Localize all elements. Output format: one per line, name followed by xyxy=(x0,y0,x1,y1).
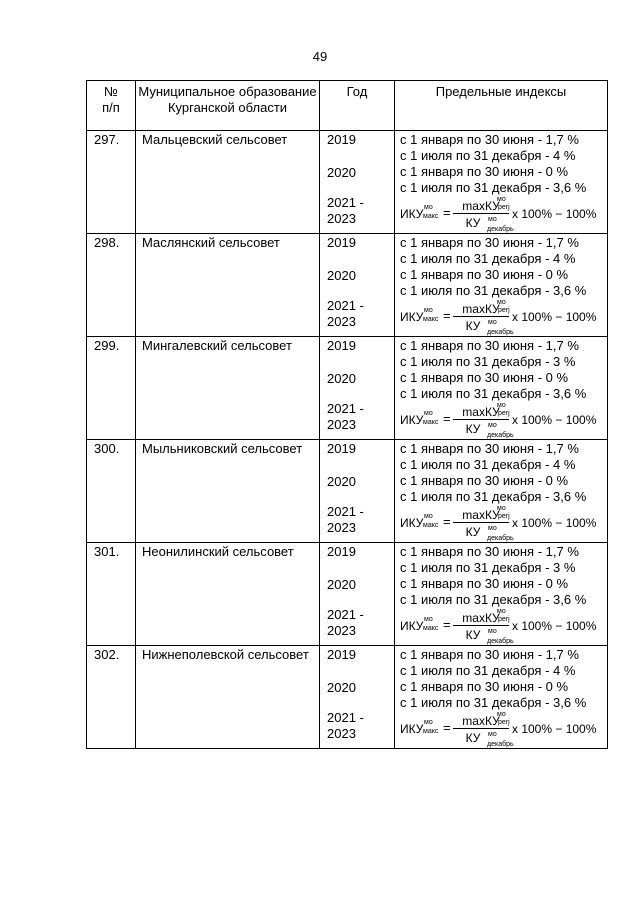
formula-lhs: ИКУ xyxy=(400,413,424,427)
formula-tail: x 100% − 100% xyxy=(512,722,597,736)
formula-num-sub: perj xyxy=(498,719,510,726)
year-2019: 2019 xyxy=(327,647,356,662)
table-row xyxy=(87,646,608,749)
formula-numerator: maxКУ xyxy=(462,611,500,625)
index-line: с 1 июля по 31 декабря - 3,6 % xyxy=(400,489,587,504)
formula-num-sub: perj xyxy=(498,410,510,417)
formula-num-sup: мо xyxy=(497,196,506,203)
year-2019: 2019 xyxy=(327,132,356,147)
index-line: с 1 июля по 31 декабря - 3,6 % xyxy=(400,592,587,607)
index-line: с 1 января по 30 июня - 0 % xyxy=(400,679,569,694)
year-cell xyxy=(320,234,395,337)
formula-tail: x 100% − 100% xyxy=(512,516,597,530)
index-line: с 1 января по 30 июня - 1,7 % xyxy=(400,338,579,353)
year-2020: 2020 xyxy=(327,165,356,180)
year-cell xyxy=(320,543,395,646)
formula-lhs-sup: мо xyxy=(424,307,433,314)
row-number: 298. xyxy=(87,234,136,337)
year-2021: 2021 - xyxy=(327,195,364,210)
formula-lhs-sup: мо xyxy=(424,513,433,520)
formula-lhs-sub: макс xyxy=(423,316,439,323)
fraction-bar xyxy=(453,522,509,523)
index-line: с 1 июля по 31 декабря - 3,6 % xyxy=(400,695,587,710)
year-2023: 2023 xyxy=(327,520,356,535)
formula-lhs-sup: мо xyxy=(424,204,433,211)
formula-tail: x 100% − 100% xyxy=(512,207,597,221)
year-2023: 2023 xyxy=(327,726,356,741)
formula-numerator: maxКУ xyxy=(462,199,500,213)
index-line: с 1 января по 30 июня - 0 % xyxy=(400,164,569,179)
index-formula xyxy=(400,402,605,440)
formula-denominator: КУ xyxy=(465,731,481,745)
formula-tail: x 100% − 100% xyxy=(512,310,597,324)
year-2021: 2021 - xyxy=(327,298,364,313)
formula-num-sub: perj xyxy=(498,204,510,211)
formula-equals: = xyxy=(443,720,451,735)
formula-lhs-sub: макс xyxy=(423,728,439,735)
index-formula xyxy=(400,196,605,234)
year-2021: 2021 - xyxy=(327,710,364,725)
year-2020: 2020 xyxy=(327,577,356,592)
indices-cell xyxy=(395,646,608,749)
formula-den-sub: декабрь xyxy=(487,638,514,645)
index-formula xyxy=(400,608,605,646)
indices-table xyxy=(86,80,608,749)
formula-den-sup: мо xyxy=(488,731,497,738)
formula-num-sup: мо xyxy=(497,711,506,718)
table-row xyxy=(87,234,608,337)
formula-lhs-sup: мо xyxy=(424,410,433,417)
fraction-bar xyxy=(453,419,509,420)
index-line: с 1 января по 30 июня - 1,7 % xyxy=(400,132,579,147)
formula-den-sup: мо xyxy=(488,319,497,326)
year-2023: 2023 xyxy=(327,211,356,226)
year-cell xyxy=(320,646,395,749)
formula-lhs-sub: макс xyxy=(423,625,439,632)
formula-den-sub: декабрь xyxy=(487,329,514,336)
year-2023: 2023 xyxy=(327,417,356,432)
table-row xyxy=(87,131,608,234)
formula-tail: x 100% − 100% xyxy=(512,413,597,427)
index-line: с 1 января по 30 июня - 1,7 % xyxy=(400,647,579,662)
index-line: с 1 января по 30 июня - 0 % xyxy=(400,267,569,282)
formula-den-sup: мо xyxy=(488,628,497,635)
index-formula xyxy=(400,711,605,749)
year-2019: 2019 xyxy=(327,338,356,353)
year-2020: 2020 xyxy=(327,371,356,386)
year-2021: 2021 - xyxy=(327,504,364,519)
header-year: Год xyxy=(320,81,395,131)
formula-lhs-sub: макс xyxy=(423,522,439,529)
row-number: 300. xyxy=(87,440,136,543)
formula-lhs-sup: мо xyxy=(424,616,433,623)
table-row xyxy=(87,337,608,440)
fraction-bar xyxy=(453,316,509,317)
row-number: 301. xyxy=(87,543,136,646)
formula-den-sup: мо xyxy=(488,216,497,223)
index-line: с 1 января по 30 июня - 1,7 % xyxy=(400,441,579,456)
header-municipality: Муниципальное образование Курганской области xyxy=(136,81,320,131)
formula-equals: = xyxy=(443,514,451,529)
indices-cell xyxy=(395,440,608,543)
fraction-bar xyxy=(453,213,509,214)
index-line: с 1 июля по 31 декабря - 3,6 % xyxy=(400,283,587,298)
index-line: с 1 января по 30 июня - 0 % xyxy=(400,576,569,591)
formula-denominator: КУ xyxy=(465,525,481,539)
year-cell xyxy=(320,440,395,543)
formula-den-sub: декабрь xyxy=(487,226,514,233)
indices-cell xyxy=(395,543,608,646)
year-cell xyxy=(320,337,395,440)
index-line: с 1 июля по 31 декабря - 4 % xyxy=(400,663,576,678)
formula-lhs-sup: мо xyxy=(424,719,433,726)
formula-lhs: ИКУ xyxy=(400,722,424,736)
municipality-name: Мальцевский сельсовет xyxy=(136,131,320,234)
index-line: с 1 июля по 31 декабря - 4 % xyxy=(400,457,576,472)
formula-lhs: ИКУ xyxy=(400,619,424,633)
formula-denominator: КУ xyxy=(465,319,481,333)
index-formula xyxy=(400,505,605,543)
index-line: с 1 июля по 31 декабря - 4 % xyxy=(400,148,576,163)
index-line: с 1 января по 30 июня - 1,7 % xyxy=(400,235,579,250)
year-2020: 2020 xyxy=(327,268,356,283)
indices-cell xyxy=(395,337,608,440)
index-line: с 1 января по 30 июня - 0 % xyxy=(400,473,569,488)
formula-lhs: ИКУ xyxy=(400,516,424,530)
year-cell xyxy=(320,131,395,234)
formula-num-sub: perj xyxy=(498,513,510,520)
index-line: с 1 июля по 31 декабря - 3 % xyxy=(400,354,576,369)
year-2021: 2021 - xyxy=(327,401,364,416)
formula-den-sub: декабрь xyxy=(487,432,514,439)
index-line: с 1 июля по 31 декабря - 3,6 % xyxy=(400,386,587,401)
formula-denominator: КУ xyxy=(465,422,481,436)
year-2023: 2023 xyxy=(327,314,356,329)
formula-den-sub: декабрь xyxy=(487,741,514,748)
index-line: с 1 июля по 31 декабря - 3,6 % xyxy=(400,180,587,195)
year-2019: 2019 xyxy=(327,544,356,559)
municipality-name: Неонилинский сельсовет xyxy=(136,543,320,646)
index-line: с 1 января по 30 июня - 0 % xyxy=(400,370,569,385)
table-row xyxy=(87,543,608,646)
formula-num-sup: мо xyxy=(497,299,506,306)
formula-equals: = xyxy=(443,308,451,323)
formula-denominator: КУ xyxy=(465,628,481,642)
year-2019: 2019 xyxy=(327,235,356,250)
formula-equals: = xyxy=(443,617,451,632)
index-line: с 1 июля по 31 декабря - 3 % xyxy=(400,560,576,575)
formula-lhs: ИКУ xyxy=(400,207,424,221)
formula-lhs-sub: макс xyxy=(423,419,439,426)
row-number: 299. xyxy=(87,337,136,440)
row-number: 297. xyxy=(87,131,136,234)
formula-num-sub: perj xyxy=(498,616,510,623)
year-2020: 2020 xyxy=(327,680,356,695)
header-indices: Предельные индексы xyxy=(395,81,608,131)
row-number: 302. xyxy=(87,646,136,749)
formula-lhs: ИКУ xyxy=(400,310,424,324)
fraction-bar xyxy=(453,728,509,729)
formula-denominator: КУ xyxy=(465,216,481,230)
formula-num-sup: мо xyxy=(497,402,506,409)
formula-num-sub: perj xyxy=(498,307,510,314)
year-2021: 2021 - xyxy=(327,607,364,622)
table-header-row xyxy=(87,81,608,131)
page-number: 49 xyxy=(312,49,328,64)
formula-numerator: maxКУ xyxy=(462,508,500,522)
index-line: с 1 января по 30 июня - 1,7 % xyxy=(400,544,579,559)
fraction-bar xyxy=(453,625,509,626)
year-2019: 2019 xyxy=(327,441,356,456)
formula-numerator: maxКУ xyxy=(462,714,500,728)
formula-num-sup: мо xyxy=(497,608,506,615)
formula-num-sup: мо xyxy=(497,505,506,512)
formula-equals: = xyxy=(443,205,451,220)
municipality-name: Мыльниковский сельсовет xyxy=(136,440,320,543)
formula-den-sup: мо xyxy=(488,525,497,532)
formula-equals: = xyxy=(443,411,451,426)
municipality-name: Мингалевский сельсовет xyxy=(136,337,320,440)
header-num: № п/п xyxy=(87,81,136,131)
formula-den-sup: мо xyxy=(488,422,497,429)
formula-den-sub: декабрь xyxy=(487,535,514,542)
indices-cell xyxy=(395,234,608,337)
municipality-name: Маслянский сельсовет xyxy=(136,234,320,337)
indices-cell xyxy=(395,131,608,234)
formula-lhs-sub: макс xyxy=(423,213,439,220)
year-2020: 2020 xyxy=(327,474,356,489)
index-formula xyxy=(400,299,605,337)
formula-numerator: maxКУ xyxy=(462,302,500,316)
formula-tail: x 100% − 100% xyxy=(512,619,597,633)
year-2023: 2023 xyxy=(327,623,356,638)
municipality-name: Нижнеполевской сельсовет xyxy=(136,646,320,749)
formula-numerator: maxКУ xyxy=(462,405,500,419)
table-row xyxy=(87,440,608,543)
index-line: с 1 июля по 31 декабря - 4 % xyxy=(400,251,576,266)
